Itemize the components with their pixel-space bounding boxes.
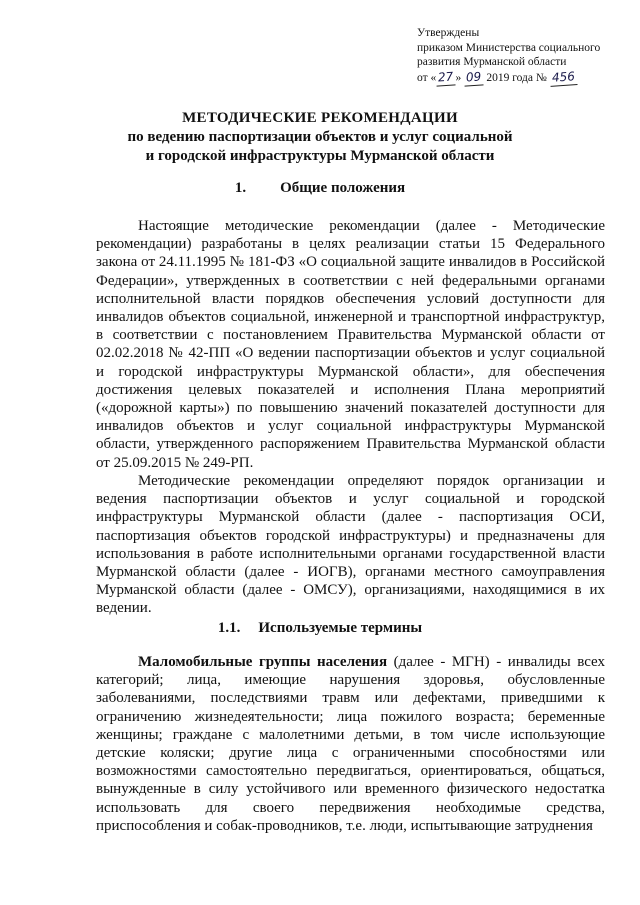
paragraph-1: Настоящие методические рекомендации (далее - Методические рекомендации) разработаны в целях реализации статьи 15 Федерального закона от 24.11.1995 № 181-ФЗ «О социальной защите инвалидов в Российской Федерации», утвержденных в соответствии с ней федеральными органами исполнительной власти порядков обеспечения условий доступности для инвалидов объектов социальной, инженерной и транспортной инфраструктур, в соответствии с постановлением Правительства Мурманской области от 02.02.2018 № 42-ПП «О ведении паспортизации объектов и услуг социальной и городской инфраструктуры Мурманской области», для обеспечения достижения целевых показателей и исполнения Плана мероприятий («дорожной карты») по повышению значений показателей доступности для инвалидов объектов и услуг социальной инфраструктуры Мурманской области, утвержденного распоряжением Правительства Мурманской области от 25.09.2015 № 249-РП. xyxy=(96,218,605,471)
approval-line-1: Утверждены xyxy=(417,27,480,39)
section-1-number: 1. xyxy=(234,180,247,196)
date-year: 2019 года № xyxy=(486,71,547,84)
title-sub-2: и городской инфраструктуры Мурманской области xyxy=(145,148,495,164)
date-mid: » xyxy=(455,71,462,84)
approval-stamp xyxy=(417,26,627,85)
paragraph-3 xyxy=(96,653,605,835)
section-1-1-title: Используемые термины xyxy=(258,620,423,636)
section-1-1-heading xyxy=(0,620,640,637)
handwritten-day: 27 xyxy=(436,69,456,86)
approval-date-line xyxy=(417,70,627,86)
handwritten-order-number: 456 xyxy=(549,69,577,86)
paragraph-2: Методические рекомендации определяют порядок организации и ведения паспортизации объектов и услуг социальной и городской инфраструктуры Мурманской области (далее - паспортизация ОСИ, паспортизация объектов городской инфраструктуры) и предназначены для использования в работе исполнительными органами государственной власти Мурманской области (далее - ИОГВ), органами местного самоуправления Мурманской области (далее - ОМСУ), организациями, находящимися в их ведении. xyxy=(96,473,605,617)
term-mgn-definition: (далее - МГН) - инвалиды всех категорий; лица, имеющие нарушения здоровья, обусловленные заболеваниями, последствиями травм или дефектами, приведшими к ограничению жизнедеятельности; лица пожилого возраста; беременные женщины; граждане с малолетними детьми, в том числе использующие детские коляски; другие лица с ограниченными способностями или возможностями самостоятельно передвигаться, ориентироваться, общаться, вынужденные в силу устойчивого или временного физического недостатка использовать для своего передвижения необходимые средства, приспособления и собак-проводников, т.е. люди, испытывающие затруднения xyxy=(96,654,605,834)
title-sub-1: по ведению паспортизации объектов и услуг социальной xyxy=(127,129,513,145)
date-prefix: от « xyxy=(417,71,437,84)
section-1-heading xyxy=(0,180,640,197)
approval-line-3: развития Мурманской области xyxy=(417,56,567,68)
document-title xyxy=(0,109,640,166)
section-1-title: Общие положения xyxy=(280,180,406,196)
term-mgn: Маломобильные группы населения xyxy=(138,654,388,670)
section-1-1-number: 1.1. xyxy=(217,620,241,636)
title-main: МЕТОДИЧЕСКИЕ РЕКОМЕНДАЦИИ xyxy=(182,110,458,126)
approval-line-2: приказом Министерства социального xyxy=(417,41,601,54)
handwritten-month: 09 xyxy=(464,69,484,86)
